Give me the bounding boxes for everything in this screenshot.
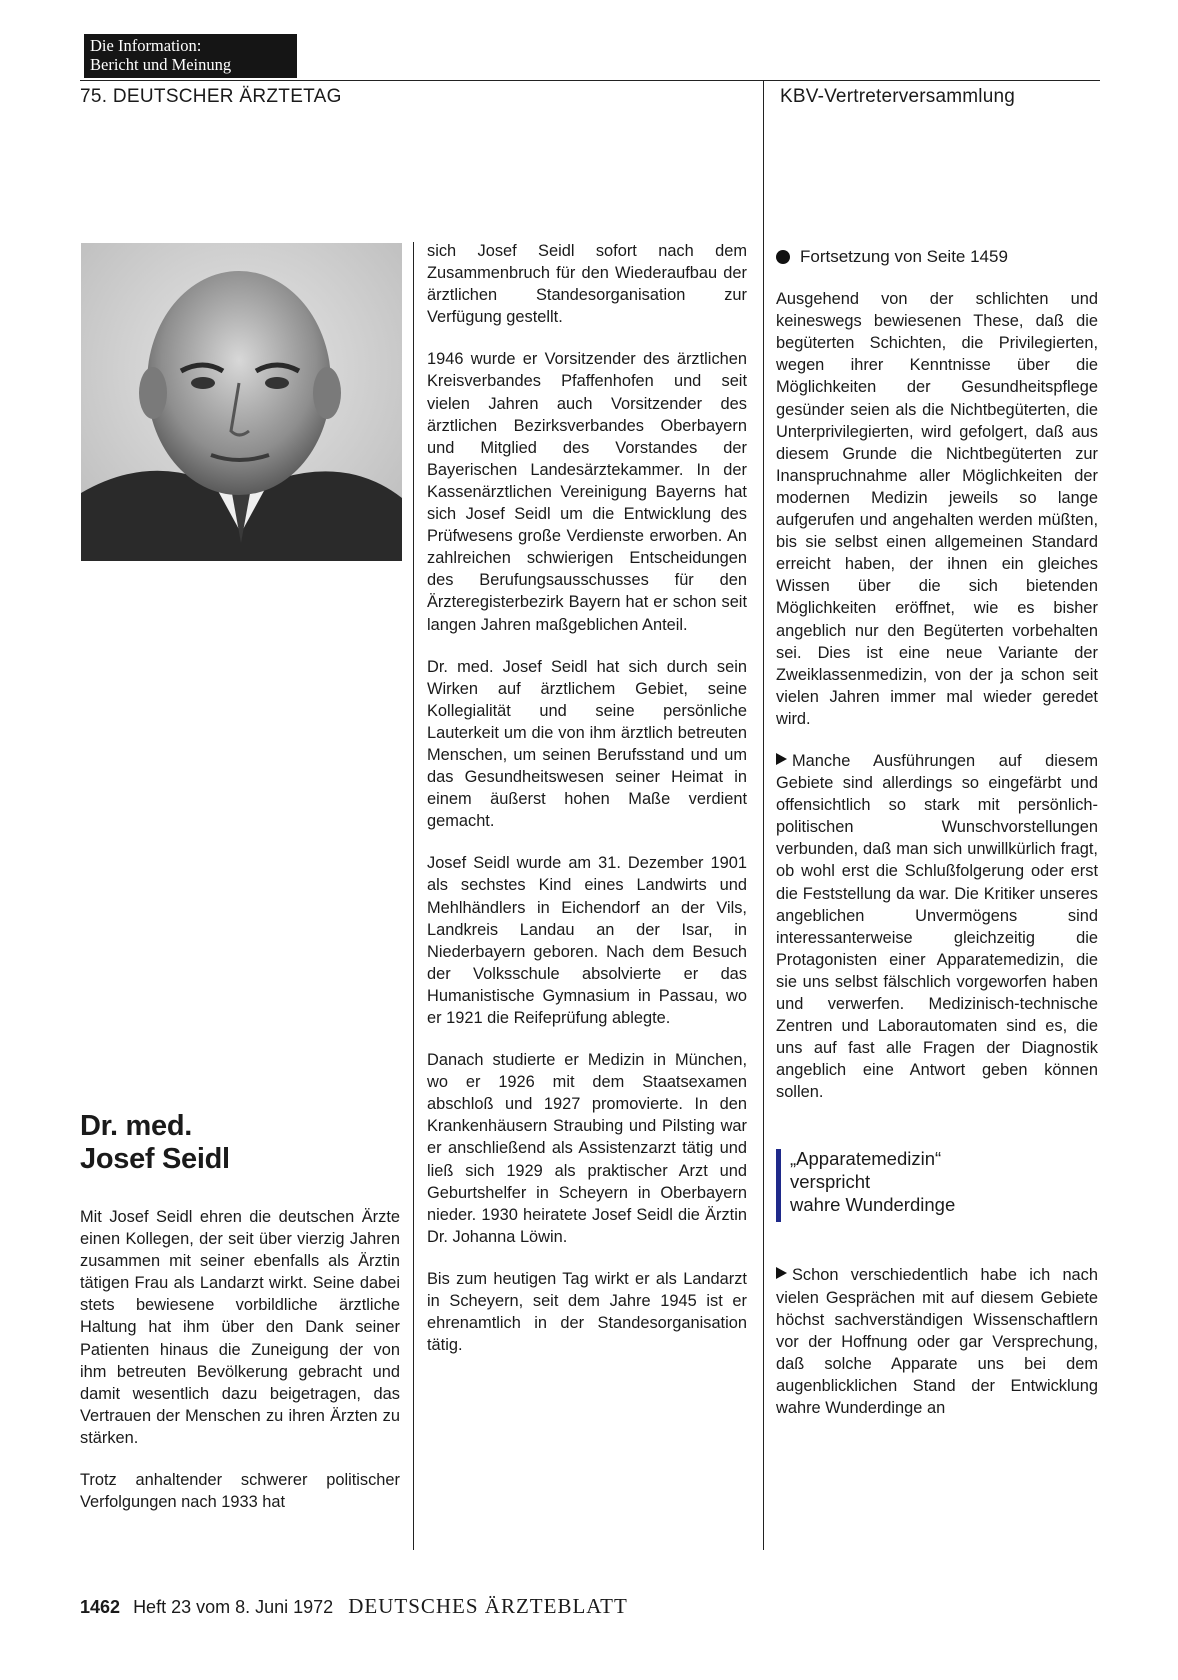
article-title bbox=[80, 1110, 230, 1176]
mid-paragraph-1: sich Josef Seidl sofort nach dem Zusammenbruch für den Wiederaufbau der ärztlichen Standesorganisation zur Verfügung gestellt. bbox=[427, 242, 747, 327]
mid-paragraph-3: Dr. med. Josef Seidl hat sich durch sein Wirken auf ärztlichem Gebiet, seine Kollegialität und seine persönliche Lauterkeit um die von ihm ärztlich betreuten Menschen, um seinen Berufsstand und um das Gesundheitswesen seiner Heimat in einem äußerst hohen Maße verdient gemacht. bbox=[427, 657, 747, 831]
mid-paragraph-5: Danach studierte er Medizin in München, wo er 1926 mit dem Staatsexamen abschloß und 1927 promovierte. In den Krankenhäusern Straubing und Pilsting war er anschließend als Assistenzarzt tätig und ließ sich 1929 als praktischer Arzt und Geburtshelfer in Scheyern in Oberbayern nieder. 1930 heiratete Josef Seidl die Ärztin Dr. Johanna Löwin. bbox=[427, 1051, 747, 1246]
section-badge bbox=[84, 34, 297, 78]
left-paragraph-2: Trotz anhaltender schwerer politischer Verfolgungen nach 1933 hat bbox=[80, 1471, 400, 1512]
right-paragraph-2: Manche Ausführungen auf diesem Gebiete sind allerdings so eingefärbt und offensichtlich so stark mit persönlich-politischen Wunschvorstellungen verbunden, daß man sich unwillkürlich fragt, ob wohl erst die Schlußfolgerung oder erst die Feststellung da war. Die Kritiker unseres angeblichen Unvermögens sind interessanterweise gleichzeitig die Protagonisten einer Apparatemedizin, die sie uns selbst fälschlich vorgeworfen haben und verwerfen. Medizinisch-technische Zentren und Laborautomaten sind es, die uns auf fast alle Fragen der Diagnostik angeblich eine Antwort geben können sollen. bbox=[776, 751, 1098, 1102]
mid-paragraph-6: Bis zum heutigen Tag wirkt er als Landarzt in Scheyern, seit dem Jahre 1945 ist er ehrenamtlich in der Standesorganisation tätig. bbox=[427, 1269, 747, 1355]
continuation-note bbox=[776, 246, 1098, 268]
issue-info: Heft 23 vom 8. Juni 1972 bbox=[133, 1597, 334, 1617]
section-title: 75. DEUTSCHER ÄRZTETAG bbox=[80, 86, 342, 107]
pull-quote-line-1: „Apparatemedizin“ bbox=[790, 1148, 942, 1170]
mid-paragraph-2: 1946 wurde er Vorsitzender des ärztlichen Kreisverbandes Pfaffenhofen und seit vielen Jahren auch Vorsitzender des ärztlichen Bezirksverbandes Oberbayern und Mitglied des Vorstandes der Bayerischen Landesärztekammer. In der Kassenärztlichen Vereinigung Bayerns hat sich Josef Seidl um die Entwicklung des Prüfwesens große Verdienste erworben. An zahlreichen schwierigen Entscheidungen des Berufungsausschusses für den Ärzteregisterbezirk Bayern hat er schon seit langen Jahren maßgeblichen Anteil. bbox=[427, 350, 747, 634]
mid-paragraph-4: Josef Seidl wurde am 31. Dezember 1901 als sechstes Kind eines Landwirts und Mehlhändlers in Eichendorf an der Vils, Landkreis Landau an der Isar, in Niederbayern geboren. Nach dem Besuch der Volksschule absolvierte er das Humanistische Gymnasium in Passau, wo er 1921 die Reifeprüfung ablegte. bbox=[427, 854, 747, 1027]
pull-quote bbox=[776, 1147, 1098, 1216]
column-divider-left bbox=[413, 242, 414, 1550]
portrait-photo bbox=[81, 243, 402, 561]
triangle-marker-icon bbox=[776, 1267, 787, 1279]
left-paragraph-1: Mit Josef Seidl ehren die deutschen Ärzte einen Kollegen, der seit über vierzig Jahren zusammen mit seiner ebenfalls als Ärztin tätigen Frau als Landarzt wirkt. Seine dabei stets bewiesene vorbildliche ärztliche Haltung hat ihm über den Dank seiner Patienten hinaus die Zuneigung der von ihm betreuten Bevölkerung gebracht und damit wesentlich dazu beigetragen, das Vertrauen der Menschen zu ihren Ärzten zu stärken. bbox=[80, 1208, 400, 1447]
magazine-name: DEUTSCHES ÄRZTEBLATT bbox=[348, 1594, 628, 1618]
middle-column bbox=[427, 240, 747, 1376]
right-paragraph-3-wrap bbox=[776, 1264, 1098, 1419]
pull-quote-bar bbox=[776, 1149, 781, 1222]
pull-quote-line-2: verspricht bbox=[790, 1171, 871, 1193]
right-paragraph-2-wrap bbox=[776, 750, 1098, 1104]
column-divider-right bbox=[763, 80, 764, 1550]
section-subtitle: KBV-Vertreterversammlung bbox=[780, 86, 1015, 107]
triangle-marker-icon bbox=[776, 753, 787, 765]
badge-line-1: Die Information: bbox=[90, 36, 202, 55]
pull-quote-line-3: wahre Wunderdinge bbox=[790, 1194, 956, 1216]
article-title-line-1: Dr. med. bbox=[80, 1110, 193, 1142]
header-rule bbox=[80, 80, 1100, 81]
page-footer bbox=[80, 1594, 628, 1619]
left-column bbox=[80, 1206, 400, 1533]
badge-line-2: Bericht und Meinung bbox=[90, 55, 232, 74]
right-paragraph-1: Ausgehend von der schlichten und keineswegs bewiesenen These, daß die begüterten Schichten, die Privilegierten, wegen ihrer Kenntnisse über die Möglichkeiten der Gesundheitspflege gesünder seien als die Nichtbegüterten, die Unterprivilegierten, wird gefolgert, daß aus diesem Grunde die Nichtbegüterten zur Inanspruchnahme aller Möglichkeiten der modernen Medizin jeweils so lange aufgerufen und angehalten werden müßten, bis sie selbst einen allgemeinen Standard erreicht haben, der ihnen ein gleiches Wissen über die sich bietenden Möglichkeiten eröffnet, wie es bisher angeblich nur den Begüterten vorbehalten sei. Dies ist eine neue Variante der Zweiklassenmedizin, von der ja schon seit vielen Jahren immer mal wieder geredet wird. bbox=[776, 290, 1098, 728]
right-column bbox=[776, 246, 1098, 1439]
right-paragraph-3: Schon verschiedentlich habe ich nach vielen Gesprächen mit auf diesem Gebiete höchst sachverständigen Wissenschaftlern vor der Hoffnung oder gar Versprechung, daß solche Apparate uns bei dem augenblicklichen Stand der Entwicklung wahre Wunderdinge an bbox=[776, 1266, 1098, 1418]
page-number: 1462 bbox=[80, 1597, 121, 1617]
bullet-dot-icon bbox=[776, 250, 790, 264]
portrait-icon bbox=[81, 243, 402, 561]
continuation-text: Fortsetzung von Seite 1459 bbox=[800, 247, 1008, 266]
article-title-line-2: Josef Seidl bbox=[80, 1143, 230, 1175]
